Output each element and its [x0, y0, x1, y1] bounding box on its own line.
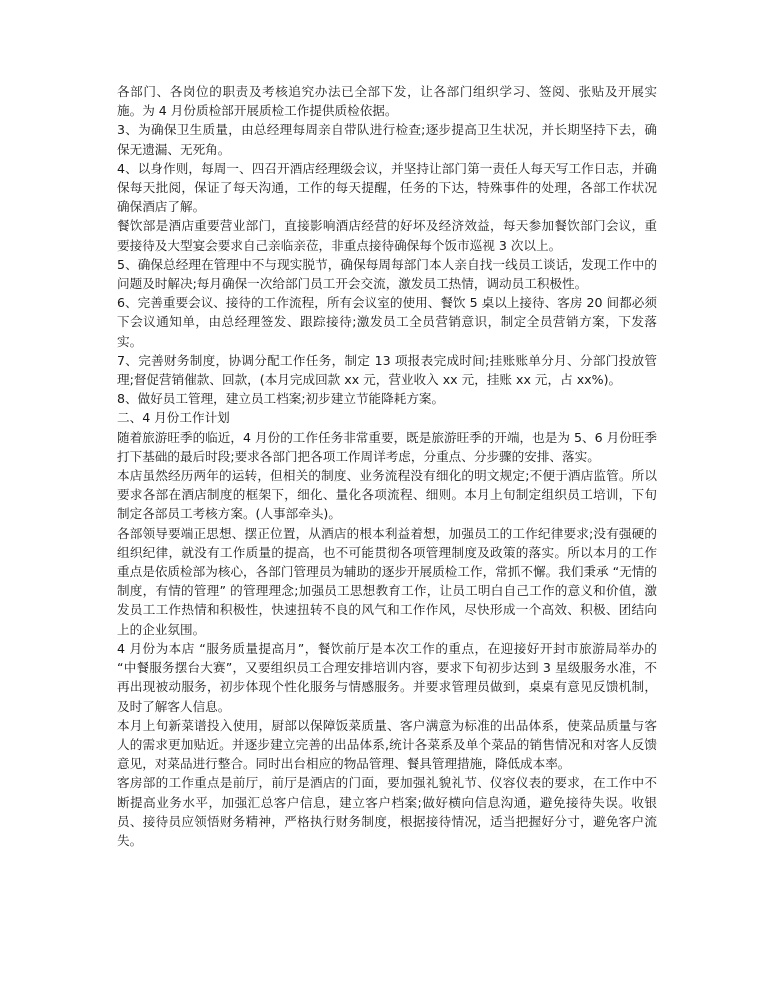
paragraph-discipline: 各部领导要端正思想、摆正位置，从酒店的根本利益着想，加强员工的工作纪律要求;没有强硬的组织纪律，就没有工作质量的提高，也不可能贯彻各项管理制度及政策的落实。所以本月的工作重点是依质检部为核心，各部门管理员为辅助的逐步开展质检工作，常抓不懈。我们秉承 “无情的制度，有情的管理” 的管理理念;加强员工思想教育工作，让员工明白自己工作的意义和价值，激发员工工作热情和积极性，快速扭转不良的风气和工作作风，尽快形成一个高效、积极、团结向上的企业氛围。	[117, 525, 657, 637]
paragraph-new-menu: 本月上旬新菜谱投入使用，厨部以保障饭菜质量、客户满意为标准的出品体系，使菜品质量与客人的需求更加贴近。并逐步建立完善的出品体系,统计各菜系及单个菜品的销售情况和对客人反馈意见，对菜品进行整合。同时出台相应的物品管理、餐具管理措施，降低成本率。	[117, 717, 657, 772]
section-heading-april-plan: 二、4 月份工作计划	[117, 410, 230, 426]
paragraph-peak-season: 随着旅游旺季的临近，4 月份的工作任务非常重要，既是旅游旺季的开端，也是为 5、6 月份旺季打下基础的最后时段;要求各部门把各项工作周详考虑，分重点、分步骤的安排、落实。	[117, 429, 657, 464]
paragraph-procedures: 本店虽然经历两年的运转，但相关的制度、业务流程没有细化的明文规定;不便于酒店监管。所以要求各部在酒店制度的框架下，细化、量化各项流程、细则。本月上旬制定组织员工培训，下旬制定各部员工考核方案。(人事部牵头)。	[117, 468, 657, 522]
paragraph-item-6-workflow: 6、完善重要会议、接待的工作流程，所有会议室的使用、餐饮 5 桌以上接待、客房 20 间都必须下会议通知单，由总经理签发、跟踪接待;激发员工全员营销意识，制定全员营销方案，下发落实。	[117, 295, 657, 349]
paragraph-item-3-hygiene: 3、为确保卫生质量，由总经理每周亲自带队进行检查;逐步提高卫生状况，并长期坚持下去，确保无遗漏、无死角。	[117, 122, 657, 157]
paragraph-item-5-frontline: 5、确保总经理在管理中不与现实脱节，确保每周每部门本人亲自找一线员工谈话，发现工作中的问题及时解决;每月确保一次给部门员工开会交流，激发员工热情，调动员工积极性。	[117, 256, 657, 292]
paragraph-responsibility-assessment: 各部门、各岗位的职责及考核追究办法已全部下发，让各部门组织学习、签阅、张贴及开展实施。为 4 月份质检部开展质检工作提供质检依据。	[117, 84, 657, 119]
paragraph-item-8-staff: 8、做好员工管理，建立员工档案;初步建立节能降耗方案。	[117, 391, 445, 407]
paragraph-item-7-finance: 7、完善财务制度，协调分配工作任务，制定 13 项报表完成时间;挂账账单分月、分部门投放管理;督促营销催款、回款，(本月完成回款 xx 元，营业收入 xx 元，挂账 xx 元，占 xx%)。	[117, 352, 657, 388]
paragraph-catering-department: 餐饮部是酒店重要营业部门，直接影响酒店经营的好坏及经济效益，每天参加餐饮部门会议，重要接待及大型宴会要求自己亲临亲莅，非重点接待确保每个饭市巡视 3 次以上。	[117, 218, 657, 253]
paragraph-service-quality-month: 4 月份为本店 “服务质量提高月”，餐饮前厅是本次工作的重点，在迎接好开封市旅游局举办的 “中餐服务摆台大赛”，又要组织员工合理安排培训内容，要求下旬初步达到 3 星级服务水准，不再出现被动服务，初步体现个性化服务与情感服务。并要求管理员做到，桌桌有意见反馈机制，及时了解客人信息。	[117, 640, 657, 714]
document-body	[117, 82, 657, 850]
paragraph-housekeeping: 客房部的工作重点是前厅，前厅是酒店的门面，要加强礼貌礼节、仪容仪表的要求，在工作中不断提高业务水平，加强汇总客户信息，建立客户档案;做好横向信息沟通，避免接待失误。收银员、接待员应领悟财务精神，严格执行财务制度，根据接待情况，适当把握好分寸，避免客户流失。	[117, 775, 657, 848]
paragraph-item-4-meetings: 4、以身作则，每周一、四召开酒店经理级会议，并坚持让部门第一责任人每天写工作日志，并确保每天批阅，保证了每天沟通，工作的每天提醒，任务的下达，特殊事件的处理，各部工作状况确保酒店了解。	[117, 160, 657, 215]
